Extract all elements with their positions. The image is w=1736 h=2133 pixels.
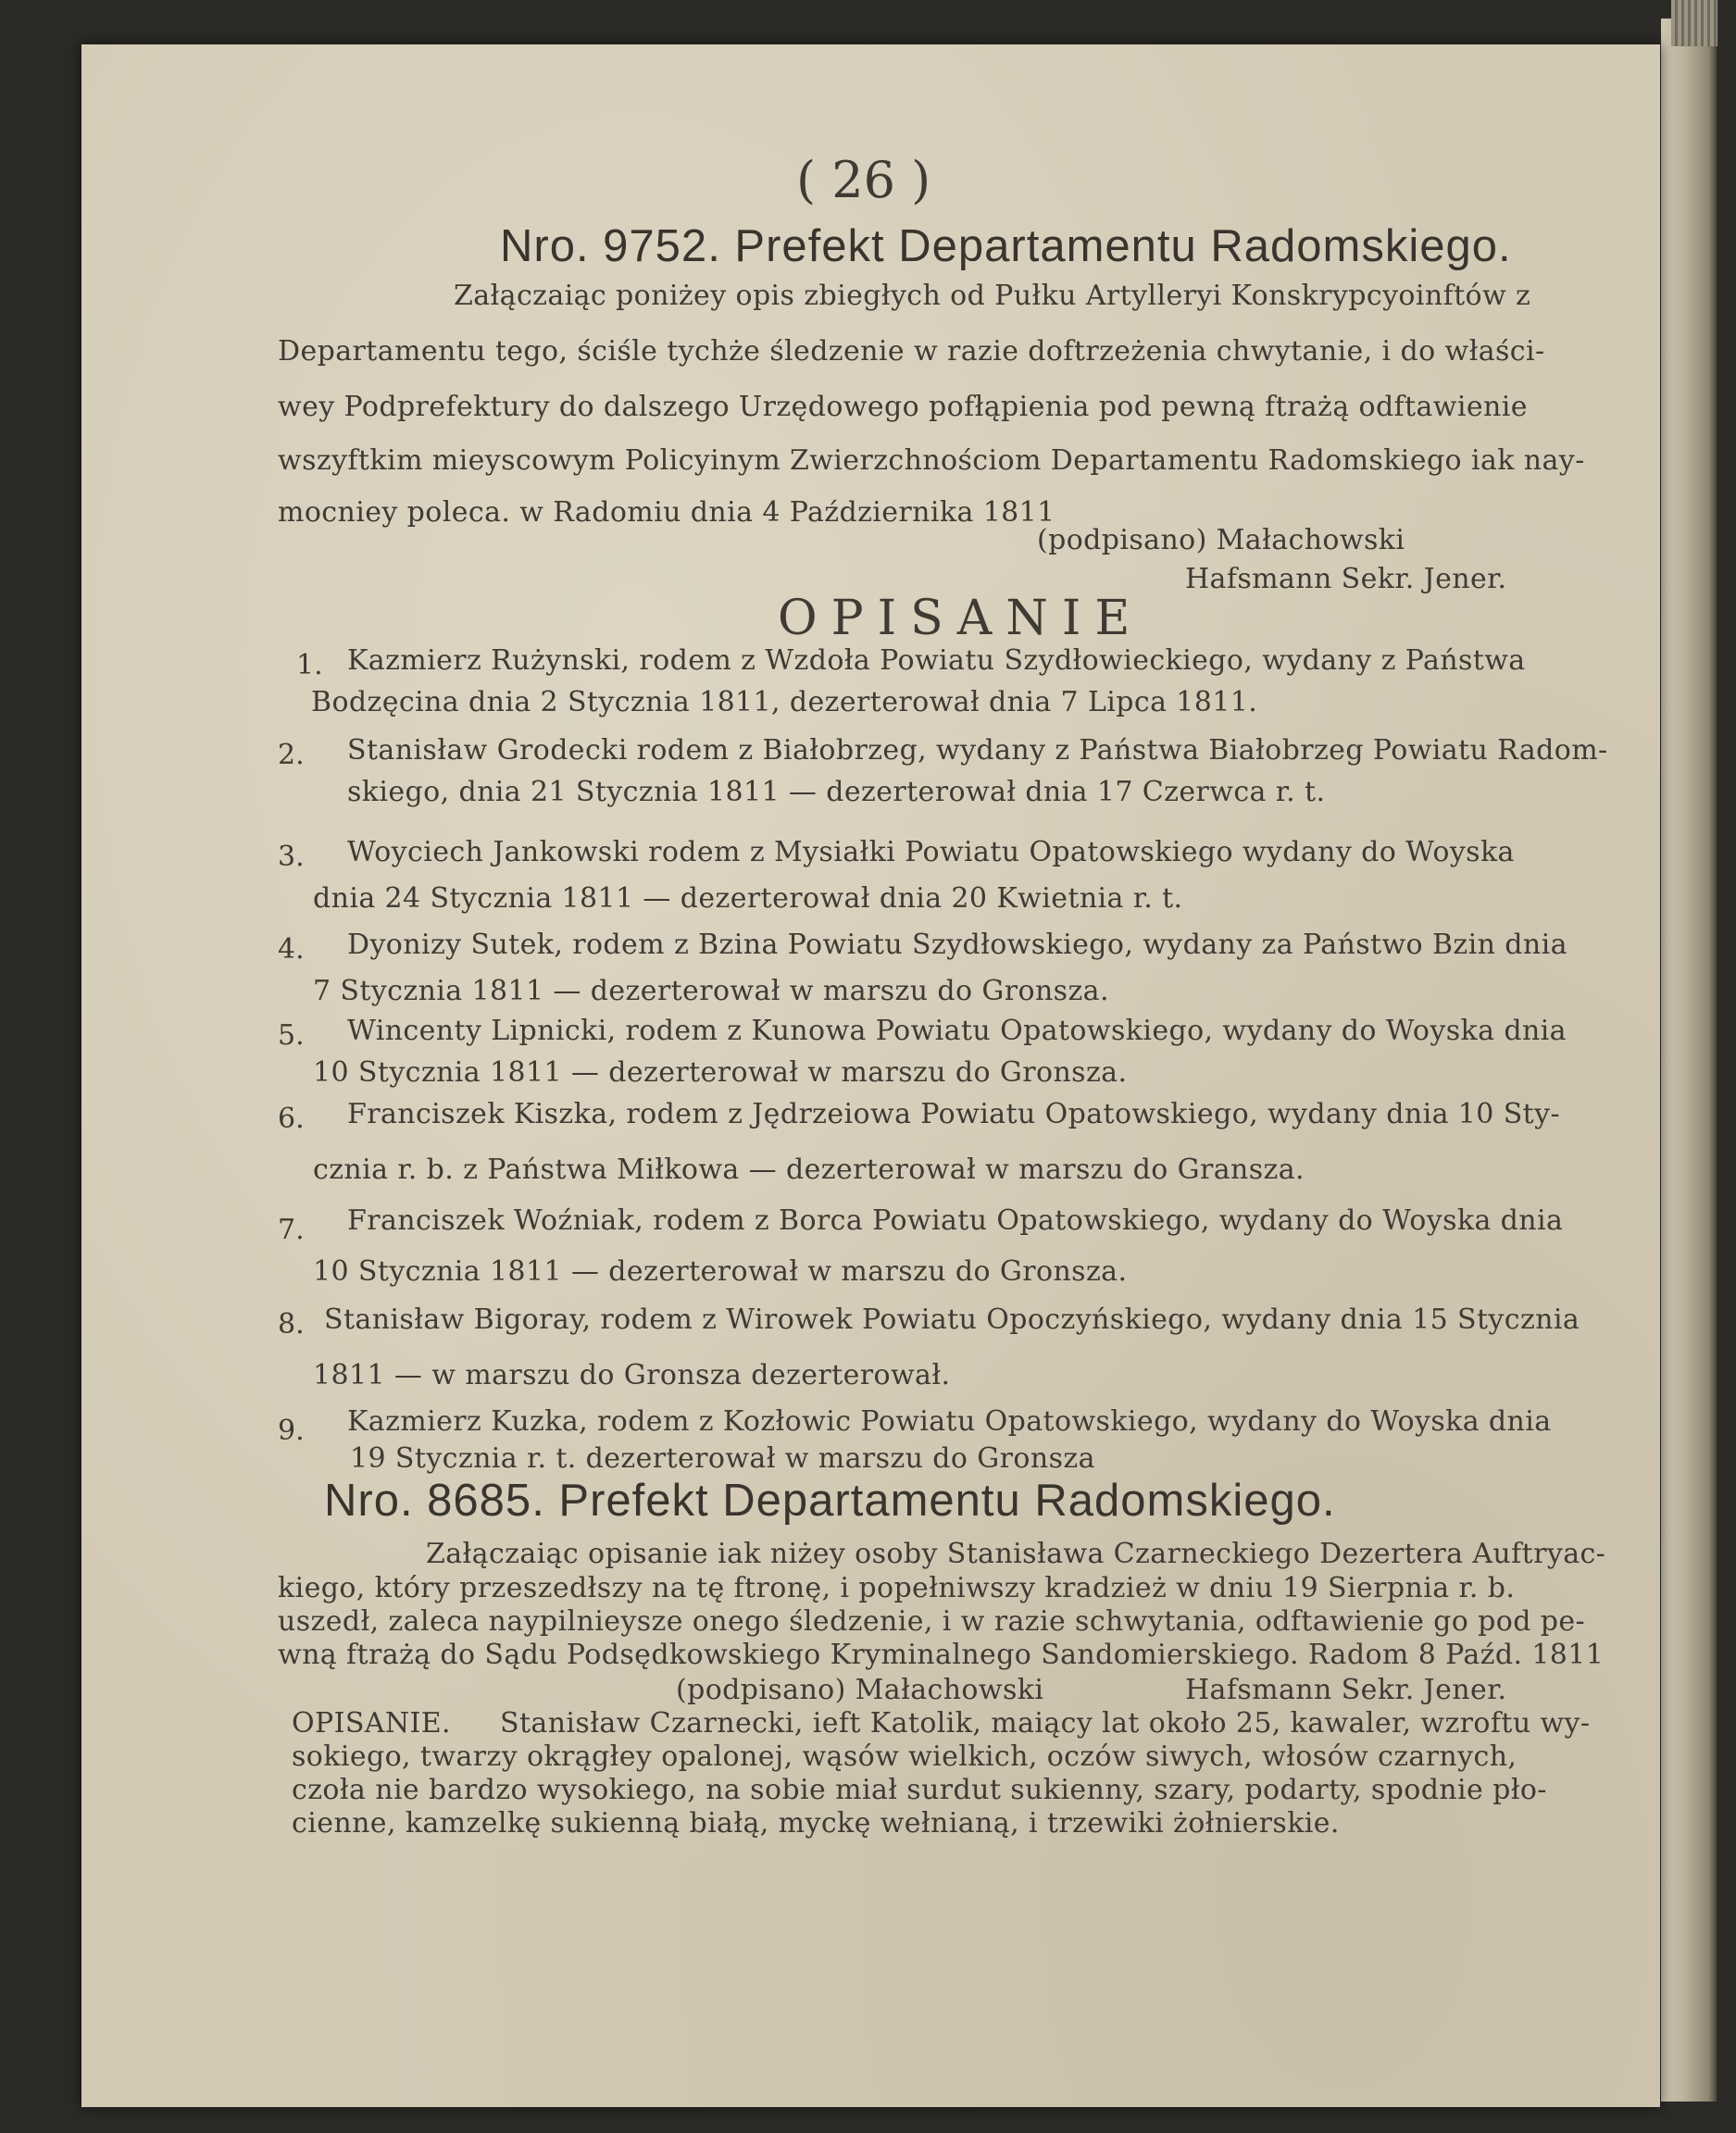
- notice1-body-line-3: wey Podprefektury do dalszego Urzędowego pofłąpienia pod pewną ftrażą odftawienie: [278, 391, 1528, 423]
- entry-line: 1811 — w marszu do Gronsza dezerterował.: [313, 1359, 951, 1391]
- entry-line: Franciszek Kiszka, rodem z Jędrzeiowa Powiatu Opatowskiego, wydany dnia 10 Sty-: [347, 1098, 1561, 1130]
- entry-line: 10 Stycznia 1811 — dezerterował w marszu do Gronsza.: [313, 1255, 1128, 1288]
- entry-line: 19 Stycznia r. t. dezerterował w marszu do Gronsza: [350, 1442, 1095, 1475]
- book-binding: [1671, 0, 1717, 46]
- notice2-secretary: Hafsmann Sekr. Jener.: [1185, 1674, 1507, 1706]
- entry-line: cznia r. b. z Państwa Miłkowa — dezerterował w marszu do Gransza.: [313, 1154, 1305, 1186]
- entry-number: 5.: [278, 1019, 305, 1052]
- notice2-description-line-2: sokiego, twarzy okrągłey opalonej, wąsów wielkich, oczów siwych, włosów czarnych,: [292, 1740, 1517, 1773]
- entry-line: Franciszek Woźniak, rodem z Borca Powiatu Opatowskiego, wydany do Woyska dnia: [347, 1204, 1564, 1237]
- notice2-heading: Nro. 8685. Prefekt Departamentu Radomskiego.: [324, 1476, 1336, 1526]
- notice1-body-line-4: wszyftkim mieyscowym Policyinym Zwierzchnościom Departamentu Radomskiego iak nay-: [278, 444, 1585, 477]
- entry-line: skiego, dnia 21 Stycznia 1811 — dezerterował dnia 17 Czerwca r. t.: [347, 776, 1326, 808]
- entry-line: Kazmierz Kuzka, rodem z Kozłowic Powiatu Opatowskiego, wydany do Woyska dnia: [347, 1405, 1552, 1438]
- entry-number: 1.: [296, 649, 323, 681]
- entry-number: 4.: [278, 933, 305, 966]
- entry-line: Kazmierz Rużynski, rodem z Wzdoła Powiatu Szydłowieckiego, wydany z Państwa: [347, 644, 1526, 677]
- entry-number: 6.: [278, 1103, 305, 1135]
- page-number: ( 26 ): [796, 151, 931, 209]
- entry-line: dnia 24 Stycznia 1811 — dezerterował dnia 20 Kwietnia r. t.: [313, 882, 1183, 915]
- entry-number: 3.: [278, 841, 305, 873]
- entry-line: Wincenty Lipnicki, rodem z Kunowa Powiatu Opatowskiego, wydany do Woyska dnia: [347, 1015, 1567, 1047]
- entry-number: 7.: [278, 1214, 305, 1246]
- notice1-secretary: Hafsmann Sekr. Jener.: [1185, 563, 1507, 595]
- entry-line: Woyciech Jankowski rodem z Mysiałki Powiatu Opatowskiego wydany do Woyska: [347, 836, 1515, 868]
- entry-line: 7 Stycznia 1811 — dezerterował w marszu do Gronsza.: [313, 975, 1109, 1007]
- notice2-opisanie-label: OPISANIE.: [292, 1707, 451, 1740]
- notice2-body-line-2: kiego, który przeszedłszy na tę ftronę, i popełniwszy kradzież w dniu 19 Sierpnia r. b.: [278, 1572, 1516, 1604]
- notice1-heading: Nro. 9752. Prefekt Departamentu Radomskiego.: [500, 221, 1512, 271]
- entry-line: 10 Stycznia 1811 — dezerterował w marszu do Gronsza.: [313, 1056, 1128, 1089]
- entry-line: Stanisław Bigoray, rodem z Wirowek Powiatu Opoczyńskiego, wydany dnia 15 Stycznia: [324, 1304, 1580, 1336]
- entry-line: Bodzęcina dnia 2 Stycznia 1811, dezerterował dnia 7 Lipca 1811.: [311, 686, 1258, 718]
- notice2-body-line-4: wną ftrażą do Sądu Podsędkowskiego Kryminalnego Sandomierskiego. Radom 8 Paźd. 1811: [278, 1639, 1605, 1671]
- notice2-description-line-3: czoła nie bardzo wysokiego, na sobie miał surdut sukienny, szary, podarty, spodnie pło-: [292, 1774, 1547, 1806]
- notice1-body-line-1: Załączaiąc poniżey opis zbiegłych od Pułku Artylleryi Konskrypcyoinftów z: [454, 280, 1531, 312]
- notice2-signature: (podpisano) Małachowski: [676, 1674, 1044, 1706]
- notice1-opisanie-title: OPISANIE: [778, 591, 1144, 646]
- notice2-body-line-3: uszedł, zaleca naypilnieysze onego śledzenie, i w razie schwytania, odftawienie go pod pe-: [278, 1605, 1586, 1638]
- entry-line: Dyonizy Sutek, rodem z Bzina Powiatu Szydłowskiego, wydany za Państwo Bzin dnia: [347, 929, 1567, 961]
- notice2-description-line-4: cienne, kamzelkę sukienną białą, myckę wełnianą, i trzewiki żołnierskie.: [292, 1807, 1340, 1840]
- entry-number: 9.: [278, 1415, 305, 1447]
- entry-number: 2.: [278, 739, 305, 771]
- notice2-description-line-1: Stanisław Czarnecki, ieft Katolik, maiący lat około 25, kawaler, wzroftu wy-: [500, 1707, 1591, 1740]
- notice2-body-line-1: Załączaiąc opisanie iak niżey osoby Stanisława Czarneckiego Dezertera Auftryac-: [426, 1538, 1606, 1570]
- notice1-signature: (podpisano) Małachowski: [1037, 524, 1405, 556]
- notice1-body-line-2: Departamentu tego, ściśle tychże śledzenie w razie doftrzeżenia chwytanie, i do właści-: [278, 335, 1545, 368]
- entry-number: 8.: [278, 1308, 305, 1341]
- page-edge: [1661, 19, 1717, 2102]
- document-page: [81, 44, 1660, 2107]
- entry-line: Stanisław Grodecki rodem z Białobrzeg, wydany z Państwa Białobrzeg Powiatu Radom-: [347, 734, 1608, 767]
- notice1-body-line-5: mocniey poleca. w Radomiu dnia 4 Października 1811: [278, 496, 1055, 529]
